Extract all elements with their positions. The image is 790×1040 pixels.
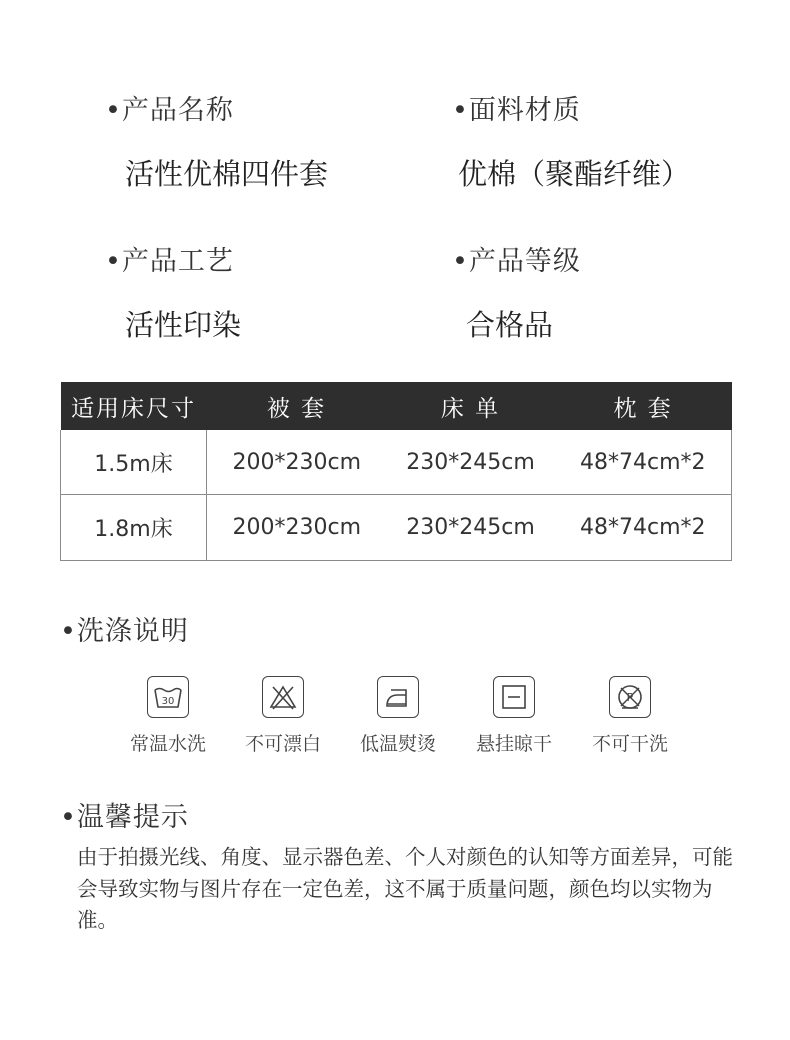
no-bleach-icon (262, 676, 304, 718)
cell-bed-size: 1.8m床 (61, 495, 207, 561)
care-item-no-bleach (233, 676, 333, 756)
header-bed-size: 适用床尺寸 (61, 382, 207, 430)
tips-text: 由于拍摄光线、角度、显示器色差、个人对颜色的认知等方面差异，可能会导致实物与图片存在一定色差，这不属于质量问题，颜色均以实物为准。 (77, 845, 733, 932)
cell-bed-size: 1.5m床 (61, 430, 207, 495)
table-header-row (61, 382, 732, 430)
header-duvet-cover: 被 套 (207, 382, 387, 430)
no-dry-clean-icon (609, 676, 651, 718)
cell-pillowcase: 48*74cm*2 (555, 430, 732, 495)
care-item-wash (118, 676, 218, 756)
cell-duvet-cover: 200*230cm (207, 430, 387, 495)
care-item-low-iron (348, 676, 448, 756)
low-iron-icon (377, 676, 419, 718)
cell-bed-sheet: 230*245cm (387, 430, 555, 495)
product-name-label: •产品名称 (105, 95, 234, 126)
care-label-hang-dry: 悬挂晾干 (475, 733, 552, 755)
care-item-hang-dry (464, 676, 564, 756)
craft-label: •产品工艺 (105, 246, 234, 277)
cell-duvet-cover: 200*230cm (207, 495, 387, 561)
table-row (61, 430, 732, 495)
care-label-no-dry-clean: 不可干洗 (591, 733, 668, 755)
cell-bed-sheet: 230*245cm (387, 495, 555, 561)
product-name-value: 活性优棉四件套 (125, 157, 329, 191)
material-label: •面料材质 (452, 95, 581, 126)
dry-clean-letter: P (626, 691, 634, 704)
craft-value: 活性印染 (125, 308, 242, 342)
washing-title: •洗涤说明 (60, 616, 189, 647)
grade-value: 合格品 (466, 308, 554, 342)
wash-30-icon (147, 676, 189, 718)
care-label-low-iron: 低温熨烫 (359, 733, 436, 755)
cell-pillowcase: 48*74cm*2 (555, 495, 732, 561)
material-value: 优棉（聚酯纤维） (458, 157, 691, 191)
table-row (61, 495, 732, 561)
size-table (60, 382, 732, 561)
care-label-wash: 常温水洗 (129, 733, 206, 755)
wash-temp-text: 30 (161, 696, 175, 707)
hang-dry-icon (493, 676, 535, 718)
care-item-no-dry-clean (580, 676, 680, 756)
care-label-no-bleach: 不可漂白 (244, 733, 321, 755)
tips-title: •温馨提示 (60, 802, 189, 833)
header-pillowcase: 枕 套 (555, 382, 732, 430)
grade-label: •产品等级 (452, 246, 581, 277)
header-bed-sheet: 床 单 (387, 382, 555, 430)
